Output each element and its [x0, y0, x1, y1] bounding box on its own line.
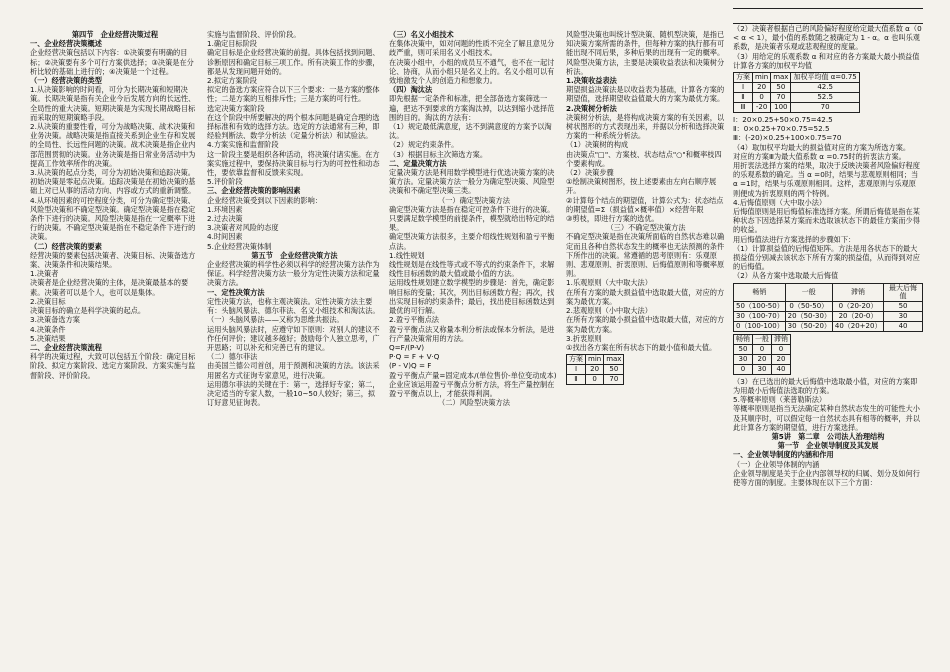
- paragraph: （3）用给定的乐观系数 α 和对应的各方案最大最小损益值计算各方案的加权平均值: [733, 51, 920, 70]
- paragraph: （二）风险型决策方法: [438, 398, 510, 408]
- paragraph: 科学的决策过程，大致可以包括五个阶段：确定目标阶段、拟定方案阶段、选定方案阶段、方案实施与监督阶段、评价阶段。: [30, 352, 196, 380]
- paragraph: （1）规定最低满意度，达不到满意度的方案予以淘汰。: [389, 122, 552, 141]
- paragraph: 1.线性规划: [389, 250, 425, 260]
- table-header-cell: max: [771, 73, 791, 83]
- table-header-cell: 畅销: [734, 283, 786, 301]
- top-strip: [733, 8, 923, 24]
- paragraph: 一、企业经营决策概述: [30, 39, 102, 49]
- table-cell: 70: [604, 375, 624, 385]
- paragraph: 三、企业经营决策的影响因素: [207, 186, 301, 196]
- table-cell: 50: [771, 83, 791, 93]
- paragraph: 由美国兰德公司首创，用于预测和决策的方法。该法采用匿名方式征询专家意见，进行决策。: [207, 361, 380, 380]
- table-header-cell: min: [586, 355, 604, 365]
- table-cell: -20: [753, 103, 771, 113]
- paragraph: 2.决策目标: [30, 296, 66, 306]
- paragraph: 2.盈亏平衡点法: [389, 315, 439, 325]
- table-header-cell: max: [604, 355, 624, 365]
- paragraph: （2）决策者根据自己的风险偏好程度给定最大值系数 α（0 < α < 1），最小值的系数随之被确定为 1 - α。α 也叫乐观系数，是决策者乐观或悲观程度的度量。: [733, 24, 922, 52]
- paragraph: 运用头脑风暴法时，应遵守如下原则：对别人的建议不作任何评价；建议越多越好；鼓励每个人独立思考，广开思路；可以补充和完善已有的建议。: [207, 324, 380, 352]
- table-cell: 20: [753, 83, 771, 93]
- table-header-row: [734, 283, 923, 301]
- paragraph: ①绘制决策树图形，按上述要素由左向右顺序展开。: [566, 177, 717, 196]
- table-row: [734, 344, 791, 354]
- paragraph: 决策树分析法，是将构成决策方案的有关因素，以树状图形的方式表现出来，并据以分析和选择决策方案的一种系统分析法。: [566, 112, 725, 141]
- paragraph: （四）淘汰法: [389, 85, 433, 95]
- paragraph: 后悔值原则是用后悔值标准选择方案。所谓后悔值是指在某种状态下因选择某方案而未选取该状态下的最佳方案而少得的收益。: [733, 207, 920, 235]
- paragraph: （二）经营决策的要素: [30, 241, 102, 251]
- table-cell: 42.5: [791, 83, 859, 93]
- table-row: [567, 365, 624, 375]
- table-row: [567, 375, 624, 385]
- column-4: [566, 30, 726, 660]
- table-row: [734, 364, 791, 374]
- paragraph: 运用德尔菲法的关键在于：第一，选择好专家；第二，决定适当的专家人数，一般10~50人较好；第三，拟订好意见征询表。: [207, 379, 380, 408]
- paragraph: 线性规划是在线性等式或不等式的约束条件下，求解线性目标函数的最大值或最小值的方法。: [389, 260, 555, 279]
- paragraph: 企业经营决策的科学性必须以科学的经营决策方法作为保证。科学经营决策方法一般分为定性决策方法和定量决策方法。: [207, 260, 380, 288]
- paragraph: 1.决策者: [30, 269, 59, 279]
- paragraph: （4）取加权平均最大的损益值对应的方案为所选方案。: [733, 142, 911, 152]
- data-table: [733, 72, 860, 113]
- paragraph: 第四节 企业经营决策过程: [71, 30, 159, 39]
- paragraph: 在所有方案的最大损益值中选取最大值，对应的方案为最优方案。: [566, 287, 725, 306]
- paragraph: 第五节 企业经营决策方法: [251, 250, 338, 260]
- table-cell: 30: [753, 364, 772, 374]
- paragraph: 即先根据一定条件和标准，把全部备选方案筛选一遍，把达不到要求的方案淘汰掉，以达到缩小选择范围的目的。淘汰的方法有：: [389, 94, 555, 122]
- table-header-row: [734, 73, 860, 83]
- table-cell: 0（100-100）: [734, 321, 786, 331]
- table-cell: 40（20+20）: [832, 321, 883, 331]
- paragraph: 等概率原则是指当无法确定某种自然状态发生的可能性大小及其顺序时，可以假定每一自然状态具有相等的概率，并以此计算各方案的期望值，进行方案选择。: [733, 404, 920, 432]
- table-row: [734, 83, 860, 93]
- paragraph: 2.从决策的重要性看，可分为战略决策、战术决策和业务决策。战略决策是指直接关系到企业生存和发展的全局性、长远性问题的决策。战术决策是指企业内部范围贯彻的决策。业务决策是指日常业务活动中为提高工作效率所作的决策。: [30, 122, 196, 168]
- paragraph: （3）在已选出的最大后悔值中选取最小值，对应的方案即为用最小后悔值法选取的方案。: [733, 376, 918, 396]
- table-cell: 100: [771, 103, 791, 113]
- paragraph: 4.从环境因素的可控程度分类，可分为确定型决策、风险型决策和不确定型决策。确定型决策是指在稳定条件下进行的决策。风险型决策是指在一定概率下进行的决策。不确定型决策是指在不稳定条件下进行的决策。: [30, 195, 196, 242]
- paragraph: 定量决策方法是利用数学模型进行优选决策方案的决策方法。定量决策方法一般分为确定型决策、风险型决策和不确定型决策三类。: [389, 168, 555, 196]
- table-cell: Ⅰ: [567, 365, 586, 375]
- table-cell: 20（20-0）: [832, 311, 883, 321]
- paragraph: 确定目标是企业经营决策的前提。具体包括找到问题、诊断原因和确定目标三项工作。所有决策工作的步骤，都是从发现问题开始的。: [207, 48, 380, 76]
- paragraph: 不确定型决策是指在决策所面临的自然状态难以确定而且各种自然状态发生的概率也无法预测的条件下所作出的决策。常遵循的思考原则有：乐观原则、悲观原则、折衷原则、后悔值原则和等概率原则。: [566, 232, 725, 279]
- paragraph: 在决策小组中，小组的成员互不通气，也不在一起讨论、协商，从而小组只是名义上的。名义小组可以有效地激发个人的创造力和想象力。: [389, 57, 555, 86]
- table-cell: 70: [791, 103, 859, 113]
- paragraph: 在集体决策中，如对问题的性质不完全了解且意见分歧严重，则可采用名义小组技术。: [389, 39, 555, 58]
- table-cell: 0: [753, 93, 771, 103]
- paragraph: 3.折衷原则: [566, 333, 602, 343]
- table-header-cell: 滞销: [832, 283, 883, 301]
- paragraph: 2.决策树分析法: [566, 103, 617, 113]
- paragraph: Ⅱ：0×0.25+70×0.75=52.5: [733, 124, 830, 134]
- paragraph: （1）决策树的构成: [566, 140, 629, 150]
- paragraph: 决策者是企业经营决策的主体，是决策最基本的要素。决策者可以是个人，也可以是集体。: [30, 278, 189, 297]
- table-cell: 50: [734, 344, 753, 354]
- paragraph: 在所有方案的最小损益值中选取最大值，对应的方案为最优方案。: [566, 315, 725, 334]
- table-header-cell: 畅销: [734, 334, 753, 344]
- paragraph: 选定决策方案阶段: [207, 103, 265, 113]
- table-cell: Ⅱ: [734, 93, 753, 103]
- paragraph: 风险型决策方法，主要是决策收益表法和决策树分析法。: [566, 57, 725, 76]
- table-cell: 20（50-30）: [785, 311, 832, 321]
- paragraph: 3.决策备选方案: [30, 315, 80, 325]
- paragraph: 确定型决策方法是指在稳定可控条件下进行的决策。只要满足数学模型的前提条件，模型就给出特定的结果。: [389, 204, 555, 233]
- column-3: [389, 30, 559, 660]
- table-header-row: [734, 334, 791, 344]
- table-cell: 20: [772, 354, 791, 364]
- paragraph: 在这个阶段中所要解决的两个根本问题是确定合理的选择标准和有效的选择方法。选定的方法通常有三种，即经验判断法、数学分析法（定量分析法）和试验法。: [207, 112, 380, 141]
- paragraph: （3）根据目标主次筛选方案。: [389, 149, 488, 159]
- paragraph: 决策目标的确立是科学决策的起点。: [30, 306, 146, 316]
- paragraph: 企业经营决策包括以下内容：①决策要有明确的目标；②决策要有多个可行方案供选择；③决策是在分析比较的基础上进行的；④决策是一个过程。: [30, 48, 194, 76]
- table-cell: 52.5: [791, 93, 859, 103]
- paragraph: 由决策点"□"、方案枝、状态结点"○"和概率枝四个要素构成。: [566, 149, 722, 168]
- table-header-cell: 滞销: [772, 334, 791, 344]
- table-row: [734, 103, 860, 113]
- table-cell: 0: [772, 344, 791, 354]
- table-header-row: [567, 355, 624, 365]
- table-cell: 40: [772, 364, 791, 374]
- paragraph: （2）规定约束条件。: [389, 140, 459, 150]
- paragraph: （1）计算损益值的后悔值矩阵。方法是用各状态下的最大损益值分别减去该状态下所有方案的损益值，从而得到对应的后悔值。: [733, 243, 920, 272]
- table-cell: 30: [734, 354, 753, 364]
- table-header-cell: 方案: [734, 73, 753, 83]
- paragraph: 二、定量决策方法: [389, 158, 447, 168]
- paragraph: （2）从各方案中选取最大后悔值: [733, 271, 839, 281]
- paragraph: 期望损益决策法是以收益表为基础，计算各方案的期望值，选择期望收益值最大的方案为最优方案。: [566, 85, 725, 104]
- table-cell: 50: [604, 365, 624, 375]
- paragraph: （三）名义小组技术: [389, 30, 454, 39]
- paragraph: （一）头脑风暴法——又称为思维共振法。: [207, 315, 344, 325]
- paragraph: 企业经营决策受到以下因素的影响：: [207, 195, 323, 205]
- paragraph: 一、企业领导制度的内涵和作用: [733, 450, 834, 460]
- table-row: [734, 354, 791, 364]
- paragraph: （三）不确定型决策方法: [606, 223, 686, 233]
- paragraph: 2.过去决策: [207, 214, 243, 224]
- paragraph: 定性决策方法，也称主观决策法。定性决策方法主要有：头脑风暴法、德尔菲法、名义小组技术和淘汰法。: [207, 296, 380, 316]
- paragraph: 盈亏平衡点产量=固定成本/(单位售价-单位变动成本): [389, 370, 557, 380]
- table-row: [734, 321, 923, 331]
- table-cell: 0（20-20）: [832, 301, 883, 311]
- paragraph: 确定型决策方法很多，主要介绍线性规划和盈亏平衡点法。: [389, 232, 555, 251]
- table-cell: 30（50-20）: [785, 321, 832, 331]
- table-cell: 0: [586, 375, 604, 385]
- paragraph: 3.决策者对风险的态度: [207, 223, 279, 233]
- table-cell: 0: [753, 344, 772, 354]
- paragraph: Ⅲ：(-20)×0.25+100×0.75=70: [733, 133, 842, 143]
- paragraph: 1.决策收益表法: [566, 76, 617, 86]
- paragraph: 2.拟定方案阶段: [207, 76, 257, 86]
- paragraph: 用后悔值法进行方案选择的步骤如下：: [733, 234, 856, 244]
- paragraph: 5.决策结果: [30, 333, 66, 343]
- table-cell: 30: [884, 311, 923, 321]
- table-cell: 30（100-70）: [734, 311, 786, 321]
- paragraph: Ⅰ：20×0.25+50×0.75=42.5: [733, 115, 833, 125]
- paragraph: （2）决策步骤: [566, 168, 614, 178]
- paragraph: 1.确定目标阶段: [207, 39, 257, 49]
- table-header-cell: 一般: [785, 283, 832, 301]
- table-cell: 50（100-50）: [734, 301, 786, 311]
- table-cell: Ⅲ: [734, 103, 753, 113]
- paragraph: (P - V)Q = F: [389, 361, 432, 371]
- table-header-cell: min: [753, 73, 771, 83]
- paragraph: （一）经营决策的类型: [30, 76, 102, 86]
- table-cell: 0: [734, 364, 753, 374]
- table-cell: 0（50-50）: [785, 301, 832, 311]
- paragraph: 二、企业经营决策流程: [30, 342, 102, 352]
- table-header-cell: 最大后悔值: [884, 283, 923, 301]
- paragraph: ①找出各方案在所有状态下的最小值和最大值。: [566, 342, 717, 352]
- paragraph: 5.企业经营决策体制: [207, 241, 272, 251]
- column-1: [30, 30, 200, 660]
- paragraph: Q=F/(P-V): [389, 342, 425, 352]
- paragraph: （一）企业领导体制的内涵: [733, 459, 820, 469]
- paragraph: 1.从决策影响的时间看，可分为长期决策和短期决策。长期决策是指有关企业今后发展方向的长远性、全局性的重大决策。短期决策是为实现长期战略目标而采取的短期策略手段。: [30, 85, 196, 122]
- table-cell: 70: [771, 93, 791, 103]
- paragraph: 风险型决策也叫统计型决策、随机型决策，是指已知决策方案所需的条件，但每种方案的执行都有可能出现不同后果，多种后果的出现有一定的概率。: [566, 30, 725, 58]
- paragraph: 4.方案实施和监督阶段: [207, 140, 279, 150]
- paragraph: ③剪枝，即进行方案的选优。: [566, 214, 659, 224]
- paragraph: （二）德尔菲法: [207, 352, 258, 362]
- paragraph: 拟定的备选方案应符合以下三个要求：一是方案的整体性；二是方案的互相排斥性；三是方案的可行性。: [207, 85, 380, 104]
- table-header-cell: 一般: [753, 334, 772, 344]
- paragraph: （一）确定型决策方法: [438, 195, 510, 205]
- paragraph: 4.时间因素: [207, 232, 243, 242]
- paragraph: 5.评价阶段: [207, 177, 243, 187]
- table-header-cell: 加权平均值 α=0.75: [791, 73, 859, 83]
- paragraph: 第5讲 第二章 公司法人治理结构: [771, 432, 885, 442]
- paragraph: P·Q = F + V·Q: [389, 352, 440, 362]
- paragraph: ②计算每个结点的期望值，计算公式为：状态结点的期望值=Σ（损益值×概率值）×经营年限: [566, 195, 724, 214]
- paragraph: 盈亏平衡点法又称量本利分析法或保本分析法，是进行产量决策常用的方法。: [389, 324, 555, 343]
- paragraph: 经营决策的要素包括决策者、决策目标、决策备选方案、决策条件和决策结果。: [30, 250, 196, 270]
- paragraph: 2.悲观原则（小中取大法）: [566, 306, 652, 316]
- table-cell: 20: [586, 365, 604, 375]
- paragraph: 4.决策条件: [30, 324, 66, 334]
- paragraph: 企业领导制度是关于企业内部领导权的归属、划分及如何行使等方面的制度。主要体现在以下三个方面：: [733, 468, 920, 488]
- paragraph: 3.从决策的起点分类，可分为初始决策和追踪决策。初始决策是零起点决策。追踪决策是在初始决策的基础上对已从事的活动方向、内容或方式的重新调整。: [30, 168, 196, 196]
- paragraph: 运用线性规划建立数学模型的步骤是：首先，确定影响目标的变量；其次，列出目标函数方程；再次，找出实现目标的约束条件；最后，找出使目标函数达到最优的可行解。: [389, 278, 555, 316]
- data-table: [733, 334, 791, 375]
- data-table: [733, 283, 923, 332]
- table-header-cell: 方案: [567, 355, 586, 365]
- paragraph: 用折衷法选择方案的结果，取决于反映决策者风险偏好程度的乐观系数的确定。当 α =0时，结果与悲观原则相同；当 α =1时，结果与乐观原则相同。这样，悲观原则与乐观原则便成为折衷原则的两个特例。: [733, 161, 920, 198]
- column-5: [733, 24, 923, 664]
- data-table: [566, 354, 624, 385]
- paragraph: 实施与监督阶段、评价阶段。: [207, 30, 301, 39]
- paragraph: 一、定性决策方法: [207, 287, 265, 297]
- table-cell: 40: [884, 321, 923, 331]
- paragraph: 第一节 企业领导制度及其发展: [777, 441, 879, 451]
- paragraph: 1.环境因素: [207, 204, 243, 214]
- paragraph: 企业应该运用盈亏平衡点分析方法，将生产量控制在盈亏平衡点以上，才能获得利润。: [389, 379, 555, 398]
- table-row: [734, 311, 923, 321]
- table-row: [734, 301, 923, 311]
- table-cell: Ⅰ: [734, 83, 753, 93]
- paragraph: 5.等概率原则（莱普勒斯法）: [733, 395, 827, 405]
- column-2: [207, 30, 382, 660]
- table-cell: Ⅱ: [567, 375, 586, 385]
- paragraph: 对应的方案Ⅲ为最大值系数 α =0.75时的折衷法方案。: [733, 151, 906, 161]
- table-cell: 50: [884, 301, 923, 311]
- paragraph: 4.后悔值原则（大中取小法）: [733, 197, 827, 207]
- paragraph: 这一阶段主要是组织各种活动，将决策付诸实施。在方案实施过程中，要保持决策目标与行为的可控性和动态性，要依靠监督和反馈来实现。: [207, 149, 380, 178]
- paragraph: 1.乐观原则（大中取大法）: [566, 278, 652, 288]
- table-row: [734, 93, 860, 103]
- table-cell: 20: [753, 354, 772, 364]
